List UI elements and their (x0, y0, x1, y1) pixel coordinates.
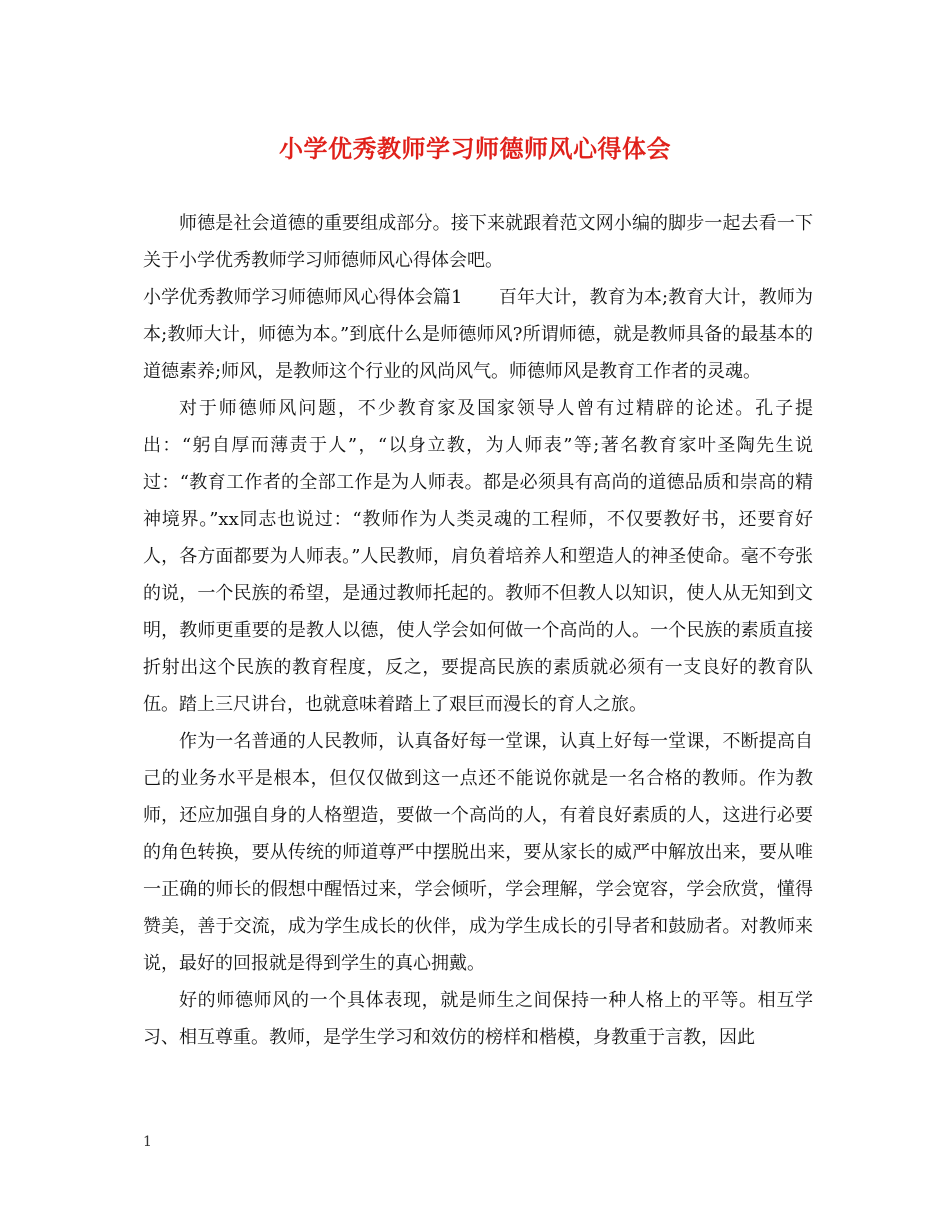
paragraph-quotes: 对于师德师风问题，不少教育家及国家领导人曾有过精辟的论述。孔子提出：“躬自厚而薄责于人”，“以身立教，为人师表”等;著名教育家叶圣陶先生说过：“教育工作者的全部工作是为人师表。都是必须具有高尚的道德品质和崇高的精神境界。”xx同志也说过：“教师作为人类灵魂的工程师，不仅要教好书，还要育好人，各方面都要为人师表。”人民教师，肩负着培养人和塑造人的神圣使命。毫不夸张的说，一个民族的希望，是通过教师托起的。教师不但教人以知识，使人从无知到文明，教师更重要的是教人以德，使人学会如何做一个高尚的人。一个民族的素质直接折射出这个民族的教育程度，反之，要提高民族的素质就必须有一支良好的教育队伍。踏上三尺讲台，也就意味着踏上了艰巨而漫长的育人之旅。 (143, 398, 813, 715)
paragraph-equality: 好的师德师风的一个具体表现，就是师生之间保持一种人格上的平等。相互学习、相互尊重。教师，是学生学习和效仿的榜样和楷模，身教重于言教，因此 (143, 990, 813, 1048)
paragraph-section-1: 小学优秀教师学习师德师风心得体会篇1 百年大计，教育为本;教育大计，教师为本;教师大计，师德为本。”到底什么是师德师风?所谓师德，就是教师具备的最基本的道德素养;师风，是教师这个行业的风尚风气。师德师风是教育工作者的灵魂。 (143, 287, 813, 382)
page-number: 1 (143, 1134, 152, 1150)
paragraph-ordinary-teacher: 作为一名普通的人民教师，认真备好每一堂课，认真上好每一堂课，不断提高自己的业务水平是根本，但仅仅做到这一点还不能说你就是一名合格的教师。作为教师，还应加强自身的人格塑造，要做一个高尚的人，有着良好素质的人，这进行必要的角色转换，要从传统的师道尊严中摆脱出来，要从家长的威严中解放出来，要从唯一正确的师长的假想中醒悟过来，学会倾听，学会理解，学会宽容，学会欣赏，懂得赞美，善于交流，成为学生成长的伙伴，成为学生成长的引导者和鼓励者。对教师来说，最好的回报就是得到学生的真心拥戴。 (143, 731, 813, 974)
paragraph-intro: 师德是社会道德的重要组成部分。接下来就跟着范文网小编的脚步一起去看一下关于小学优秀教师学习师德师风心得体会吧。 (143, 213, 813, 271)
document-body (143, 205, 813, 1056)
document-title: 小学优秀教师学习师德师风心得体会 (279, 134, 671, 163)
